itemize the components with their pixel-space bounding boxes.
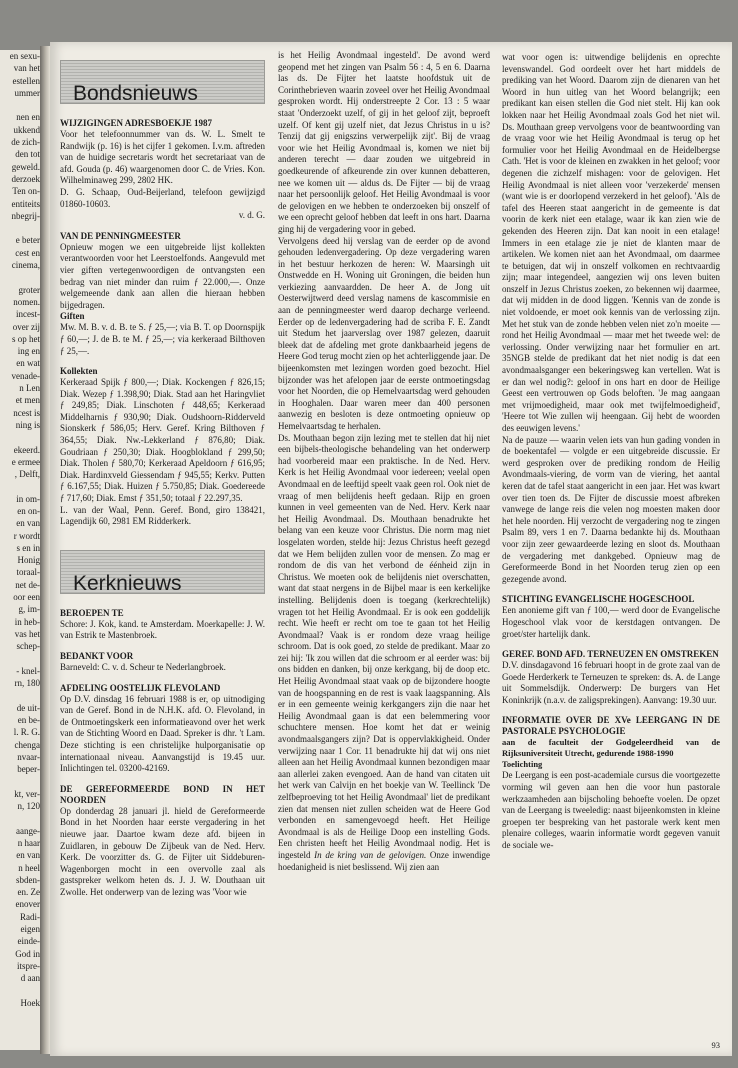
heading-afdeling-flevoland: AFDELING OOSTELIJK FLEVOLAND <box>60 682 221 693</box>
left-page-line: estellen <box>12 75 40 86</box>
left-page-line: cest en <box>15 247 40 258</box>
left-page-line: Radi- <box>20 911 40 922</box>
left-page-line: r wordt <box>13 530 40 541</box>
left-page-line: entiteits <box>11 198 40 209</box>
left-page-line <box>0 985 40 997</box>
signature: v. d. G. <box>238 210 265 221</box>
section-title: Bondsnieuws <box>73 82 198 106</box>
kerknieuws-banner <box>60 550 265 594</box>
left-page-line: van het <box>13 63 40 74</box>
left-page-line: e beter <box>15 235 40 246</box>
left-page-line: en be- <box>17 715 40 726</box>
left-page-line: einde- <box>17 936 40 947</box>
section-title: Kerknieuws <box>73 572 182 596</box>
left-page-line <box>0 480 40 492</box>
left-page-edge <box>0 50 41 1050</box>
left-page-line <box>0 776 40 788</box>
left-page-line: sbden- <box>16 874 40 885</box>
heading-bedankt: BEDANKT VOOR <box>60 651 134 661</box>
left-page-line: God in <box>15 948 40 959</box>
left-page-line: ekeerd. <box>13 444 40 455</box>
heading-adresboekje: WIJZIGINGEN ADRESBOEKJE 1987 <box>60 118 213 128</box>
paragraph-text: Onze inwendige hoedanigheid is niet beslissend. Wij zien aan <box>278 849 491 872</box>
paragraph: Een anonieme gift van ƒ 100,— werd door de Evangelische Hogeschool vlak voor de kerstdagen ontvangen. De groet/ster hartelijk dank. <box>502 605 720 639</box>
left-page-line: ning is <box>15 419 40 430</box>
left-page-line <box>0 812 40 824</box>
left-page-line: oor een <box>13 592 40 603</box>
left-page-line: nvaar- <box>17 751 40 762</box>
left-page-line: kt, ver- <box>14 788 40 799</box>
left-page-line: derzoek <box>11 173 40 184</box>
left-page-line: g, im- <box>18 604 40 615</box>
left-page-line: s en in <box>16 542 40 553</box>
left-page-line: schep- <box>16 641 40 652</box>
paragraph: Mw. M. B. v. d. B. te S. ƒ 25,—; via B. T. op Doornspijk ƒ 60,—; J. de B. te M. ƒ 25,—; via kerkeraad Bilthoven ƒ 25,—. <box>60 322 265 356</box>
paragraph: is het Heilig Avondmaal ingesteld'. De avond werd geopend met het zingen van Psalm 56 : 4, 5 en 6. Daarna las ds. De Fijter het laatste hoofdstuk uit de Corinthebrieven waarin zoveel over het Heilig Avondmaal gesproken wordt. Hij onderstreepte 2 Cor. 13 : 5 waar staat 'Onderzoekt uzelf, of gij in het geloof zijt, beproeft uzelf. Of kent gij uzelf niet, dat Jezus Christus in u is? Tenzij dat gij enigszins verwerpelijk zijt'. Bij de vraag voor wie het Heilig Avondmaal is, komen we niet bij anderen terecht — daar zouden we uitgebreid in goedkeurende of afkeurende zin over kunnen debatteren, nee we komen uit — aldus ds. De Fijter — bij de vraag naar het persoonlijk geloof. Het Heilig Avondmaal is voor de gelovigen en we hebben te onderzoeken bij onszelf of we een oprecht geloof hebben dat leeft in ons hart. Daarna ging hij de vergadering voor in gebed. <box>278 50 490 234</box>
paragraph: Op D.V. dinsdag 16 februari 1988 is er, op uitnodiging van de Geref. Bond in de N.H.K. afd. O. Flevoland, in de Ontmoetingskerk een informatieavond over het werk van de Stichting Woord en Daad. Spreker is dhr. 't Lam. Deze stichting is een christelijke hulporganisatie op internationaal niveau. Aanvangstijd is 19.45 uur. Inlichtingen tel. 03200-42169. <box>60 693 265 774</box>
right-page <box>50 42 732 1056</box>
heading-toelichting: Toelichting <box>502 759 543 770</box>
italic-phrase: In de kring van de gelovigen. <box>314 849 427 860</box>
paragraph: Barneveld: C. v. d. Scheur te Nederlangbroek. <box>60 662 226 672</box>
left-page-line: aange- <box>16 825 40 836</box>
left-page-line: nbegrij- <box>11 210 40 221</box>
left-page-line: nomen. <box>13 296 40 307</box>
left-page-line: Honig <box>17 555 40 566</box>
left-page-line: - knel- <box>16 665 40 676</box>
left-page-line: den tot <box>15 149 40 160</box>
left-page-line: en sexu- <box>9 51 40 61</box>
left-page-line: e ermee <box>11 456 40 467</box>
left-page-line: incest- <box>16 309 40 320</box>
paragraph: Opnieuw mogen we een uitgebreide lijst kollekten verantwoorden voor het Leerstoelfonds. Aangevuld met vier giften vertegenwoordigen de ontvangsten een bedrag van niet minder dan ruim ƒ 22.000,—. Onze welgemeende dank aan allen die hieraan hebben bijgedragen. <box>60 241 265 310</box>
subheading-informatie: aan de faculteit der Godgeleerdheid van de Rijksuniversiteit Utrecht, gedurende 1988-1990 <box>502 737 720 759</box>
left-page-line <box>0 653 40 665</box>
paragraph: D. G. Schaap, Oud-Beijerland, telefoon gewijzigd 01860-10603. <box>60 186 265 209</box>
left-page-line: itspre- <box>17 960 40 971</box>
paragraph: Schore: J. Kok, kand. te Amsterdam. Moerkapelle: J. W. van Estrik te Mastenbroek. <box>60 618 265 641</box>
left-page-line: en. Ze <box>17 887 40 898</box>
heading-giften: Giften <box>60 311 85 322</box>
left-page-line: in heb- <box>14 616 40 627</box>
left-page-line: enover <box>15 899 40 910</box>
left-page-line: ukkend <box>13 124 40 135</box>
left-page-line: ing en <box>17 346 40 357</box>
left-page-line: de uit- <box>16 702 40 713</box>
paragraph: wat voor ogen is: uitwendige belijdenis en oprechte levenswandel. God oordeelt over het hart middels de prediking van het Woord. Daarom zijn de dienaren van het Woord in hun uitleg van het Woord belangrijk; een predikant kan eisen stellen die God niet stelt. Hij kan ook lokken naar het Heilig Avondmaal zoals God het niet wil. Ds. Mouthaan greep vervolgens voor de beantwoording van de vraag voor wie het Heilig Avondmaal is terug op het formulier voor het Heilig Avondmaal en de Heidelbergse Cath. 'Het is voor de kleinen en zwakken in het geloof; voor degenen die zichzelf mishagen: voor de gelovigen. Het Heilig Avondmaal is niet alleen voor 'verzekerde' mensen (want wie is er doorlopend verzekerd in het geloof). 'Als de tafel des Heeren staat aangericht in de gemeente is dat voorin de kerk niet een etalage, waar ik kan zien wie de gekenden des Heeren zijn. Dat kan nooit in een etalage! Immers in een etalage zie je niet de klanten maar de artikelen. We komen niet aan het Avondmaal, om daarmee te betuigen, dat wij in onszelf volkomen en rechtvaardig zijn; maar integendeel, aangezien wij ons leven buiten onszelf in Jezus Christus zoeken, zo bekennen wij daarmee, dat wij midden in de dood liggen. 'Kennis van de zonde is niet voldoende, er moet ook kennis van de verlossing zijn. Met het stuk van de zonde hebben velen niet zo'n moeite — rond het Heilig Avondmaal — maar met het tweede wel: de verlossing. Onder verwijzing naar het formulier en art. 35NGB stelde de predikant dat het niet nodig is dat een avondmaalsganger een bekeringsweg kan vertellen. Wat is er dan wel nodig?: geloof in ons hart en door de Heilige Geest een vertrouwen op Gods beloften. 'Je mag aangaan met vrijmoedigheid, maar ook met twijfelmoedigheid', 'Heere tot Wie zullen wij heengaan. Gij hebt de woorden des eeuwigen levens.' <box>502 52 720 433</box>
left-page-line: toraal- <box>16 567 40 578</box>
heading-terneuzen: GEREF. BOND AFD. TERNEUZEN EN OMSTREKEN <box>502 649 719 660</box>
left-page-line <box>0 271 40 283</box>
left-page-line <box>0 689 40 701</box>
left-page-line: et men <box>15 395 40 406</box>
heading-informatie: INFORMATIE OVER DE XVe LEERGANG IN DE PASTORALE PSYCHOLOGIE <box>502 715 720 737</box>
bondsnieuws-banner <box>60 60 265 104</box>
heading-bond-noorden: DE GEREFORMEERDE BOND IN HET NOORDEN <box>60 783 265 805</box>
left-page-line: over zij <box>12 321 40 332</box>
paragraph: L. van der Waal, Penn. Geref. Bond, giro 138421, Lagendijk 60, 2981 EM Ridderkerk. <box>60 504 265 527</box>
left-page-line: n Len <box>19 383 40 394</box>
heading-beroepen: BEROEPEN TE <box>60 607 124 618</box>
left-page-line: groter <box>18 284 40 295</box>
left-page-line: net de- <box>15 579 40 590</box>
left-page-line <box>0 222 40 234</box>
left-page-line: , Delft, <box>14 469 40 480</box>
left-page-line: s op het <box>12 333 40 344</box>
left-page-line: en on- <box>17 505 40 516</box>
left-page-line: venade- <box>11 370 40 381</box>
left-page-line: nen en <box>16 112 40 123</box>
left-page-line: n heel <box>18 862 40 873</box>
left-page-line <box>0 99 40 111</box>
left-page-line <box>0 431 40 443</box>
left-page-line: en van <box>16 850 40 861</box>
paragraph: Na de pauze — waarin velen iets van hun gading vonden in de boekentafel — volgde er een uitgebreide discussie. Er werd gesproken over de prediking rondom de Heilig Avondmaals-viering, de vorm van de viering, het aantal keren dat de tafel staat aangericht in een jaar. Het was kwart over tien toen ds. De Fijter de discussie moest afbreken vanwege de lange reis die velen nog moesten maken door het hele noorden. Hij verzocht de vergadering nog te zingen Psalm 89, vers 1 en 7. Daarna bedankte hij ds. Mouthaan voor zijn zeer gewaardeerde lezing en sloot ds. Mouthaan de vergadering met dankgebed. Opnieuw mag de Gereformeerde Bond in het Noorden terug zien op een gezegende avond. <box>502 434 720 584</box>
column-2 <box>278 50 490 873</box>
left-page-line: l. R. G. <box>13 727 40 738</box>
paragraph <box>278 433 490 874</box>
paragraph: D.V. dinsdagavond 16 februari hoopt in de grote zaal van de Goede Herderkerk te Terneuzen te spreken: ds. A. de Lange uit Sommelsdijk. Onderwerp: De burgers van Het Koninkrijk (n.a.v. de zaligsprekingen). Aanvang: 19.30 uur. <box>502 660 720 705</box>
left-page-line: ummer <box>14 87 40 98</box>
column-3 <box>502 52 720 852</box>
left-page-line: d aan <box>20 973 40 984</box>
paragraph-text: Ds. Mouthaan begon zijn lezing met te stellen dat hij niet een bijbels-theologische behandeling van het onderwerp had voorbereid maar een praktische. In de Ned. Herv. Kerk is het Heilig Avondmaal voor iedereen; veelal open Avondmaal en de leeftijd speelt vaak geen rol. Ook niet de vraag of men belijdenis heeft gedaan. Rijp en groen kunnen in veel gemeenten van de Ned. Herv. Kerk naar het Heilig Avondmaal. Ds. Mouthaan benadrukte het belang van een keuze voor Christus. Die norm mag niet losgelaten worden, stelde hij: Jezus Christus heeft gezegd dat we Hem belijden zullen voor de mensen. Zo mag er rondom de dis van het verbond de éénheid zijn in Christus. We moeten ook de belijdenis niet overschatten, want dat staat nergens in de Bijbel maar is een kerkelijke instelling. Belijdenis doen is toegang (kerkrechtelijk) vragen tot het Heilig Avondmaal. Er is ook een goddelijk recht. Wie heeft er recht om toe te gaan tot het Heilig Avondmaal? Vaak is er rondom deze vraag heilige schroom. Dat is ook goed, zo stelde de predikant. Maar zo zei hij: 'Ik zou willen dat die schroom er al eerder was: bij ons bidden en danken, bij onze kerkgang, bij de doop etc. Het Heilig Avondmaal staat vaak op de bijzondere hoogte van de hoogspanning en de rest is vaak laagspanning. Als er in een gemeente weinig kerkgangers zijn die naar het Heilig Avondmaal gaan is dat een belemmering voor schuchtere mensen. Hoe komt het dat er weinig avondmaalsgangers zijn? Dat is oppervlakkigheid. Onder verwijzing naar 1 Cor. 11 benadrukte hij dat wij ons niet alleen aan het Heilig Avondmaal kunnen bezondigen maar aan allerlei zaken evengoed. Aan de hand van citaten uit het werk van Calvijn en het boekje van W. Teellinck 'De zelfbeproeving tot het Heilig Avondmaal' liet de predikant zien dat mensen niet zullen scheiden wat de Heere God verbonden en samengevoegd heeft. Het Heilige Avondmaal is als de Heilige Doop een instelling Gods. Een christen heeft het Heilig Avondmaal nodig. Het is ingesteld <box>278 432 490 860</box>
left-page-line: en van <box>16 518 40 529</box>
paragraph: Vervolgens deed hij verslag van de eerder op de avond gehouden ledenvergadering. Op deze vergadering waren in het bestuur herkozen de heren: W. Maarsingh uit Onstwedde en H. Woning uit Groningen, die beiden hun verkiezing aanvaardden. De heer A. de Jong uit Oesterwijtwerd deed verslag namens de kascommisie en aan de penningmeester werd daarop decharge verleend. Eerder op de ledenvergadering had de scriba F. E. Zandt uit Stedum het jaarverslag over 1987 gelezen, daaruit bleek dat de afdeling met grote dankbaarheid jegens de Heere God terug mocht zien op het achterliggende jaar. De bijeenkomsten met lezingen worden goed bezocht. Hiel bijzonder was het afelopen jaar de eerste ontmoetingsdag voor het Noorden, die op Hemelvaartsdag werd gehouden in Hooghalen. Daar waren meer dan 400 personen aanwezig en besloten is deze ontmoeting opnieuw op Hemelvaartsdag te herhalen. <box>278 235 490 431</box>
left-page-line: beper- <box>17 764 40 775</box>
left-page-line: Hoek <box>20 997 40 1008</box>
paragraph: De Leergang is een post-academiale cursus die voortgezette vorming wil geven aan hen die voor hun pastorale werkzaamheden aan bijscholing behoefte voelen. De opzet van de Leergang is tweeledig: naast bijeenkomsten in kleine groepen ter bespreking van het pastorale werk kent men plenaire colleges, waarin informatie wordt gegeven vanuit de sociale we- <box>502 770 720 851</box>
left-page-line: de zich- <box>11 137 40 148</box>
left-page-line: vas het <box>14 628 40 639</box>
left-page-line: Ten on- <box>12 186 40 197</box>
heading-penningmeester: VAN DE PENNINGMEESTER <box>60 230 181 241</box>
column-1 <box>60 60 265 899</box>
left-page-line: geweld. <box>11 161 40 172</box>
paragraph: Kerkeraad Spijk ƒ 800,—; Diak. Kockengen ƒ 826,15; Diak. Wezep ƒ 1.398,90; Diak. Stad aan het Haringvliet ƒ 249,85; Diak. Linschoten ƒ 448,65; Kerkeraad Middelharnis ƒ 930,90; Diak. Oudshoorn-Ridderveld Sionskerk ƒ 586,05; Herv. Geref. Kring Bilthoven ƒ 364,55; Diak. Nw.-Lekkerland ƒ 876,80; Diak. Goudriaan ƒ 250,30; Diak. Hoogblokland ƒ 299,50; Diak. Tholen ƒ 580,70; Kerkeraad Apeldoorn ƒ 616,95; Diak. Hardinxveld Giessendam ƒ 945,55; Kerkv. Putten ƒ 6.167,55; Diak. Huizen ƒ 5.750,85; Diak. Goedereede ƒ 717,60; Diak. Emst ƒ 351,50; totaal ƒ 22.297,35. <box>60 377 265 504</box>
left-page-line: en wat <box>16 358 40 369</box>
heading-kollekten: Kollekten <box>60 366 98 377</box>
left-page-line: ncest is <box>13 407 40 418</box>
paragraph: Voor het telefoonnummer van ds. W. L. Smelt te Randwijk (p. 16) is het cijfer 1 gekomen. I.v.m. aftreden van de huidige secretaris wordt het secretariaat van de afd. Gouda (p. 46) waargenomen door C. de Vries. Kon. Wilhelminaweg 299, 2802 HK. <box>60 129 265 186</box>
left-page-line: eigen <box>20 924 40 935</box>
left-page-line: n haar <box>17 838 40 848</box>
paragraph: Op donderdag 28 januari jl. hield de Gereformeerde Bond in het Noorden haar eerste vergadering in het nieuwe jaar. Daartoe kwam deze afd. bijeen in Zuidlaren, in gebouw De Zijbeuk van de Ned. Herv. Kerk. De voorzitter ds. G. de Fijter uit Siddeburen-Wagenborgen mocht in een overvolle zaal als gastspreker welkom heten ds. J. J. W. Douthaan uit Zwolle. Het onderwerp van de lezing was 'Voor wie <box>60 805 265 897</box>
page-gutter <box>40 46 50 1054</box>
page-number: 93 <box>711 1040 720 1050</box>
heading-stichting: STICHTING EVANGELISCHE HOGESCHOOL <box>502 594 695 605</box>
left-page-line: chenga <box>14 739 40 750</box>
left-page-line: n, 120 <box>17 801 40 812</box>
left-page-line: cinema, <box>11 260 40 271</box>
left-page-line: rn, 180 <box>14 678 40 689</box>
left-page-line: in om- <box>16 493 40 504</box>
